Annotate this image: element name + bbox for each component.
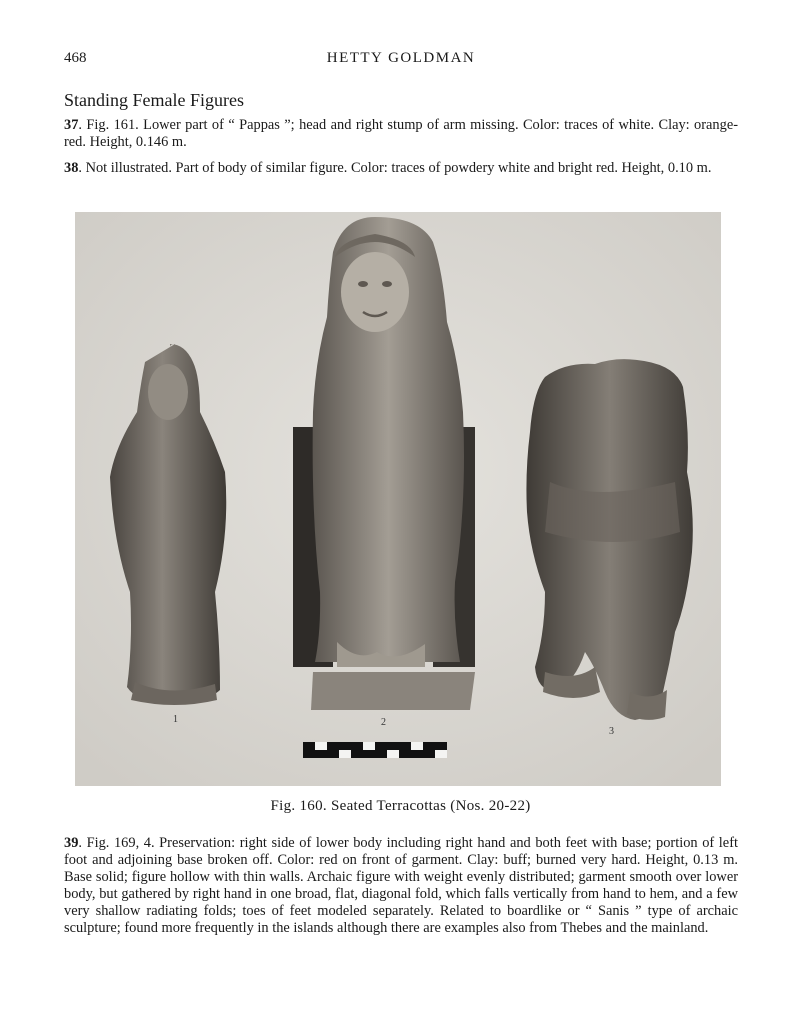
object-label-1: 1 [173,714,178,725]
catalog-entry-37 [64,117,738,151]
section-title: Standing Female Figures [64,90,244,110]
entry-number: 39 [64,835,79,851]
page-header [64,50,738,72]
scale-bar [303,742,447,758]
running-head: HETTY GOLDMAN [326,50,476,66]
entry-text: . Not illustrated. Part of body of similar figure. Color: traces of powdery white and bright red. Height, 0.10 m. [78,160,712,176]
object-label-2: 2 [381,717,386,728]
entry-number: 38 [64,160,79,176]
entry-text: . Fig. 169, 4. Preservation: right side of lower body including right hand and both feet with base; portion of left foot and adjoining base broken off. Color: red on front of garment. Clay: buff; burned very hard. Height, 0.13 m. Base solid; figure hollow with thin walls. Archaic figure with weight evenly distributed; garment smooth over lower body, but gathered by right hand in one broad, flat, diagonal fold, which falls vertically from hand to hem, and a few very shallow radiating folds; toes of feet modeled separately. Related to boardlike or “ Sanis ” type of archaic sculpture; found more frequently in the islands although there are examples also from Thebes and the mainland. [64,835,738,936]
terracotta-figure-3 [526,359,692,720]
figure-photograph [75,212,721,786]
figure-caption: Fig. 160. Seated Terracottas (Nos. 20-22) [270,798,531,814]
catalog-entry-38 [64,160,738,177]
catalog-entry-39 [64,835,738,937]
page-number: 468 [64,50,87,66]
object-label-3: 3 [609,726,614,737]
entry-text: . Fig. 161. Lower part of “ Pappas ”; head and right stump of arm missing. Color: traces of white. Clay: orange-red. Height, 0.146 m. [64,117,738,150]
entry-number: 37 [64,117,79,133]
